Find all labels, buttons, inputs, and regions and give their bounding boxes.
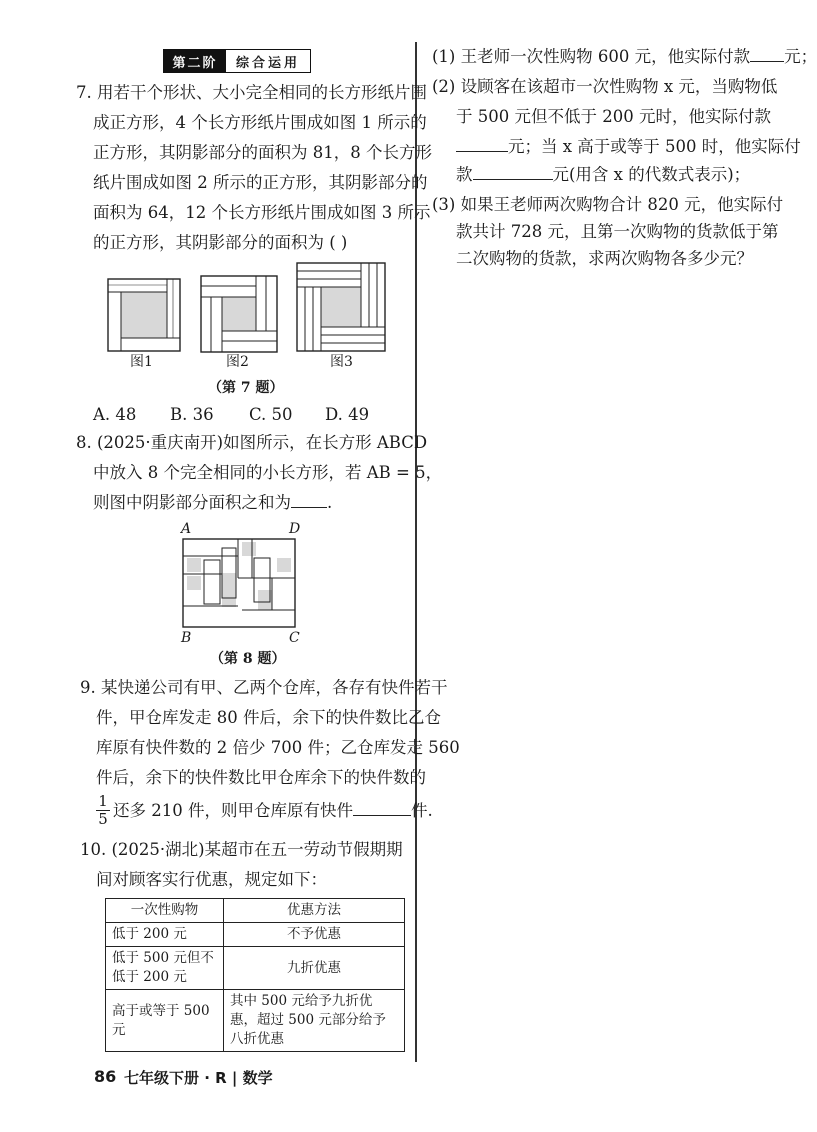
- q7-option-c: C. 50: [249, 405, 293, 424]
- q10-line-1: 10. (2025·湖北)某超市在五一劳动节假期期: [80, 840, 403, 859]
- q8-vertex-b: B: [181, 630, 192, 646]
- table-row: [106, 990, 405, 1052]
- q10-sub1-text: (1) 王老师一次性购物 600 元，他实际付款: [432, 47, 751, 66]
- q9-line-2: 件，甲仓库发走 80 件后，余下的快件数比乙仓: [96, 708, 441, 727]
- q7-caption: （第 7 题）: [208, 380, 284, 396]
- q9-line-1: 9. 某快递公司有甲、乙两个仓库，各存有快件若干: [80, 678, 448, 697]
- q10-sub2-blank-1[interactable]: [456, 137, 508, 152]
- table-cell: 不予优惠: [224, 923, 405, 947]
- table-cell: 九折优惠: [224, 947, 405, 990]
- q9-answer-blank[interactable]: [353, 801, 411, 816]
- q8-line-3: [93, 493, 332, 513]
- table-row: [106, 947, 405, 990]
- q8-vertex-a: A: [181, 521, 192, 537]
- q9-line-5: [113, 801, 433, 821]
- q9-line-4: 件后，余下的快件数比甲仓库余下的快件数的: [96, 768, 426, 787]
- q7-line-6: 的正方形，其阴影部分的面积为 ( ): [93, 233, 348, 252]
- q8-line-3-end: .: [327, 493, 333, 512]
- table-header-cell: 优惠方法: [224, 899, 405, 923]
- q7-figure-2-label: 图2: [226, 354, 249, 370]
- q9-line-5-end: 件.: [410, 801, 433, 820]
- q7-figure-3-label: 图3: [330, 354, 353, 370]
- table-cell: 低于 500 元但不低于 200 元: [106, 947, 224, 990]
- q10-sub2-line-3: [456, 137, 801, 157]
- q9-fraction-numerator: 1: [96, 793, 110, 811]
- q7-line-2: 成正方形，4 个长方形纸片围成如图 1 所示的: [93, 113, 427, 132]
- q7-option-d: D. 49: [325, 405, 370, 424]
- q10-sub1-blank[interactable]: [750, 47, 784, 62]
- section-tag-level: 第二阶: [164, 50, 226, 72]
- q7-line-3: 正方形，其阴影部分的面积为 81，8 个长方形: [93, 143, 432, 162]
- q7-figure-2: [200, 275, 278, 353]
- q10-line-2: 间对顾客实行优惠，规定如下：: [96, 870, 327, 889]
- q8-line-1: 8. (2025·重庆南开)如图所示，在长方形 ABCD: [76, 433, 428, 452]
- footer-book-title: 七年级下册 · R | 数学: [124, 1069, 273, 1087]
- discount-table: [105, 898, 405, 1052]
- table-cell: 其中 500 元给予九折优惠，超过 500 元部分给予八折优惠: [224, 990, 405, 1052]
- q10-sub2-blank-2[interactable]: [473, 165, 553, 180]
- q8-answer-blank[interactable]: [291, 493, 327, 508]
- q7-figure-1: [107, 278, 181, 352]
- page-number: 86: [94, 1067, 117, 1086]
- table-row: [106, 923, 405, 947]
- q10-sub2-line-1: (2) 设顾客在该超市一次性购物 x 元，当购物低: [432, 77, 778, 96]
- q8-line-2: 中放入 8 个完全相同的小长方形，若 AB = 5，: [93, 463, 443, 482]
- q9-line-3: 库原有快件数的 2 倍少 700 件；乙仓库发走 560: [96, 738, 460, 757]
- q10-sub2-line-4: [456, 165, 750, 185]
- table-cell: 低于 200 元: [106, 923, 224, 947]
- q8-caption: （第 8 题）: [210, 651, 286, 667]
- column-divider: [415, 42, 417, 1062]
- q10-sub2-line-4-start: 款: [456, 165, 473, 184]
- q7-figure-1-label: 图1: [130, 354, 153, 370]
- q8-vertex-d: D: [289, 521, 301, 537]
- q10-sub3-line-3: 二次购物的货款，求两次购物各多少元？: [456, 249, 753, 268]
- q7-line-5: 面积为 64，12 个长方形纸片围成如图 3 所示: [93, 203, 431, 222]
- q8-vertex-c: C: [289, 630, 300, 646]
- q7-option-a: A. 48: [93, 405, 137, 424]
- section-tag: [163, 49, 311, 73]
- table-header-cell: 一次性购物: [106, 899, 224, 923]
- q10-sub3-line-1: (3) 如果王老师两次购物合计 820 元，他实际付: [432, 195, 784, 214]
- table-header-row: [106, 899, 405, 923]
- q7-option-b: B. 36: [170, 405, 214, 424]
- table-cell: 高于或等于 500 元: [106, 990, 224, 1052]
- q10-sub1-end: 元；: [784, 47, 817, 66]
- q7-line-1: 7. 用若干个形状、大小完全相同的长方形纸片围: [76, 83, 427, 102]
- q7-line-4: 纸片围成如图 2 所示的正方形，其阴影部分的: [93, 173, 428, 192]
- q10-sub2-line-4-end: 元(用含 x 的代数式表示)；: [552, 165, 751, 184]
- q9-fraction-denominator: 5: [98, 810, 108, 828]
- q10-sub3-line-2: 款共计 728 元，且第一次购物的货款低于第: [456, 222, 779, 241]
- q10-sub1: [432, 47, 817, 67]
- q8-figure: [182, 538, 296, 628]
- q10-sub2-line-3-text: 元；当 x 高于或等于 500 时，他实际付: [508, 137, 801, 156]
- q10-sub2-line-2: 于 500 元但不低于 200 元时，他实际付款: [456, 107, 771, 126]
- q8-line-3-text: 则图中阴影部分面积之和为: [93, 493, 291, 512]
- q9-fraction: [96, 793, 110, 828]
- q7-figure-3: [296, 262, 386, 352]
- section-tag-title: 综合运用: [235, 55, 300, 71]
- q9-line-5-text: 还多 210 件，则甲仓库原有快件: [113, 801, 353, 820]
